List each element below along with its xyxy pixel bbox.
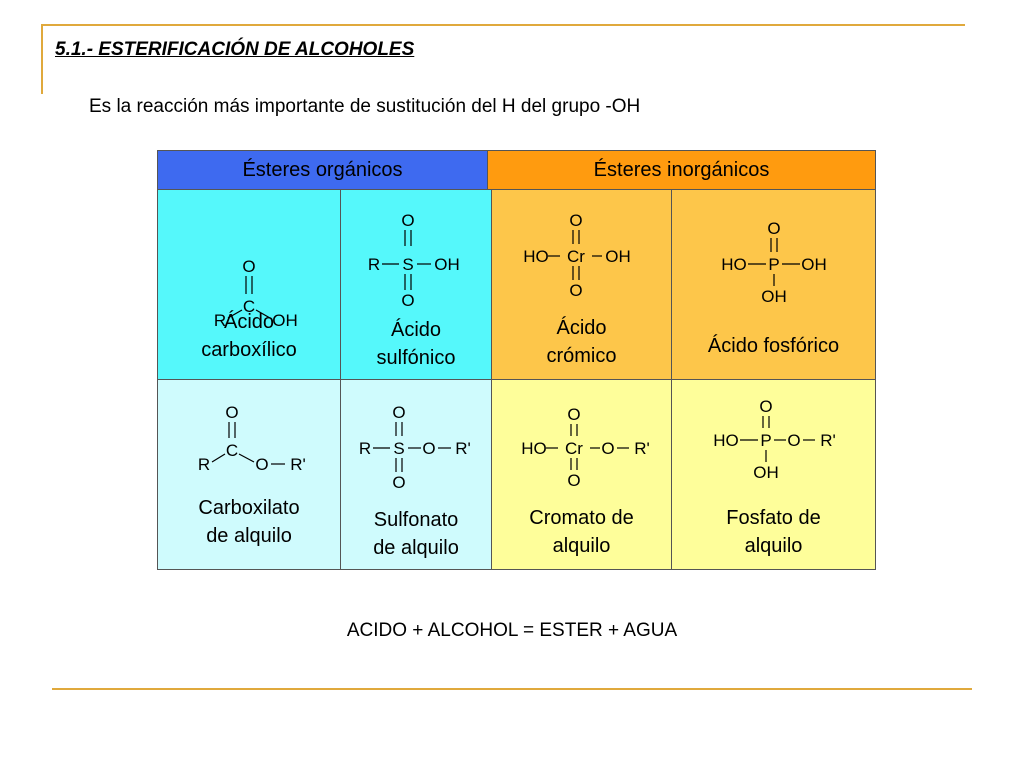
svg-text:OH: OH: [801, 255, 827, 274]
phosphoric-acid-name: Ácido fosfórico: [707, 335, 840, 357]
alkyl-chromate-name-2: alquilo: [552, 535, 611, 557]
svg-text:Cr: Cr: [567, 247, 585, 266]
svg-text:OH: OH: [605, 247, 631, 266]
svg-text:O: O: [225, 403, 239, 422]
svg-text:O: O: [401, 211, 415, 230]
group-r: R: [213, 311, 227, 330]
svg-text:R: R: [358, 439, 372, 458]
phosphoric-acid-structure: [672, 190, 875, 320]
svg-text:O: O: [601, 439, 615, 458]
svg-text:R': R': [820, 431, 836, 450]
cell-alkyl-sulfonate: [341, 380, 492, 569]
svg-text:Cr: Cr: [565, 439, 583, 458]
frame-bottom-line: [52, 688, 972, 690]
esters-table: [157, 150, 876, 570]
sulfonic-acid-name-2: sulfónico: [376, 347, 456, 369]
alkyl-carboxylate-structure: [158, 380, 341, 490]
cell-alkyl-chromate: [492, 380, 672, 569]
atom-c: C: [242, 297, 256, 316]
alkyl-phosphate-structure: [672, 380, 875, 490]
svg-text:HO: HO: [523, 247, 549, 266]
svg-text:HO: HO: [713, 431, 739, 450]
esterification-equation: ACIDO + ALCOHOL = ESTER + AGUA: [346, 620, 678, 641]
alkyl-phosphate-name-1: Fosfato de: [726, 507, 821, 529]
alkyl-chromate-structure: [492, 380, 672, 490]
cell-alkyl-carboxylate: [158, 380, 341, 569]
svg-text:O: O: [422, 439, 436, 458]
svg-text:OH: OH: [761, 287, 787, 306]
svg-text:HO: HO: [721, 255, 747, 274]
cell-alkyl-phosphate: [672, 380, 875, 569]
chromic-acid-name-1: Ácido: [556, 317, 607, 339]
svg-text:R: R: [197, 455, 211, 474]
frame-left-line: [41, 24, 43, 94]
svg-text:S: S: [402, 255, 414, 274]
chromic-acid-structure: [492, 190, 672, 320]
header-inorganic-esters: Ésteres inorgánicos: [488, 151, 875, 190]
header-organic-esters: Ésteres orgánicos: [158, 151, 488, 190]
sulfonic-acid-name-1: Ácido: [390, 319, 442, 341]
svg-text:OH: OH: [753, 463, 779, 482]
svg-text:C: C: [225, 441, 239, 460]
svg-text:O: O: [392, 403, 406, 422]
cell-sulfonic-acid: [341, 190, 492, 380]
carboxylic-acid-name-1: Ácido: [223, 311, 275, 333]
svg-text:P: P: [760, 431, 772, 450]
sulfonic-acid-structure: [341, 190, 492, 320]
svg-text:O: O: [567, 405, 581, 424]
svg-text:O: O: [767, 219, 781, 238]
alkyl-sulfonate-name-2: de alquilo: [373, 537, 459, 559]
svg-text:R': R': [634, 439, 650, 458]
alkyl-carboxylate-name-1: Carboxilato: [198, 497, 300, 519]
atom-o: O: [242, 257, 256, 276]
alkyl-sulfonate-name-1: Sulfonato: [373, 509, 459, 531]
svg-text:P: P: [768, 255, 780, 274]
svg-text:O: O: [567, 471, 581, 490]
alkyl-sulfonate-structure: [341, 380, 492, 490]
svg-text:O: O: [787, 431, 801, 450]
carboxylic-acid-name-2: carboxílico: [201, 339, 297, 361]
cell-carboxylic-acid: [158, 190, 341, 380]
alkyl-carboxylate-name-2: de alquilo: [206, 525, 292, 547]
group-oh: OH: [272, 311, 298, 330]
svg-text:HO: HO: [521, 439, 547, 458]
chromic-acid-name-2: crómico: [546, 345, 617, 367]
svg-text:O: O: [759, 397, 773, 416]
svg-text:O: O: [255, 455, 269, 474]
slide-title: 5.1.- ESTERIFICACIÓN DE ALCOHOLES: [55, 39, 415, 60]
svg-text:S: S: [393, 439, 405, 458]
slide-subtitle: Es la reacción más importante de sustitución del H del grupo -OH: [89, 96, 641, 117]
alkyl-chromate-name-1: Cromato de: [529, 507, 634, 529]
svg-text:R': R': [290, 455, 306, 474]
svg-text:OH: OH: [434, 255, 460, 274]
svg-text:R': R': [455, 439, 471, 458]
svg-text:O: O: [392, 473, 406, 492]
frame-top-line: [41, 24, 965, 26]
svg-text:O: O: [569, 211, 583, 230]
cell-chromic-acid: [492, 190, 672, 380]
svg-text:R: R: [367, 255, 381, 274]
cell-phosphoric-acid: [672, 190, 875, 380]
svg-text:O: O: [401, 291, 415, 310]
alkyl-phosphate-name-2: alquilo: [744, 535, 803, 557]
svg-text:O: O: [569, 281, 583, 300]
